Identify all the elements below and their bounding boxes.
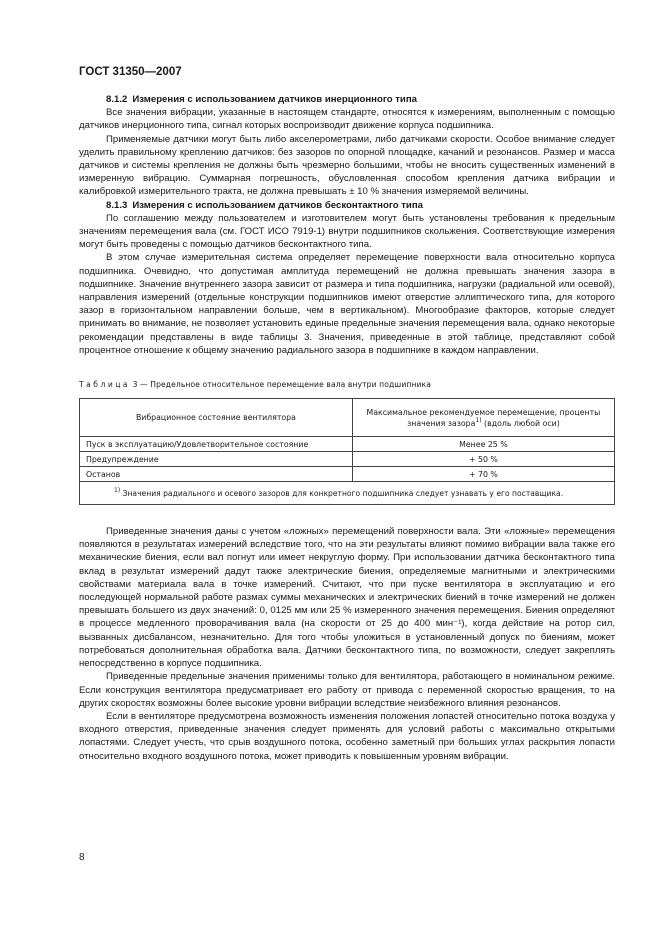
table-cell: Менее 25 % <box>352 437 614 452</box>
section-8-1-2-heading <box>79 93 615 106</box>
table-row <box>80 437 615 452</box>
section-title: Измерения с использованием датчиков бесконтактного типа <box>132 199 423 211</box>
table-footnote: $^{1)}$ Значения радиального и осевого зазоров для конкретного подшипника следует узнавать у его поставщика. <box>80 482 615 505</box>
paragraph: Все значения вибрации, указанные в настоящем стандарте, относятся к измерениям, выполненным с помощью датчиков инерционного типа, сигнал которых воспроизводит движение корпуса подшипника. <box>79 107 615 132</box>
paragraph: Если в вентиляторе предусмотрена возможность изменения положения лопастей относительно потока воздуха у входного отверстия, приведенные значения следует применять для условий работы с максимально открытыми лопастями. Следует учесть, что срыв воздушного потока, особенно заметный при больших углах раскрытия лопасти относительно входного воздушного потока, может приводить к повышенным уровням вибрации. <box>79 710 615 762</box>
table-footnote-row <box>80 482 615 505</box>
paragraph: Приведенные значения даны с учетом «ложных» перемещений поверхности вала. Эти «ложные» перемещения появляются в результатах измерений вследствие того, что на эти результаты влияют помимо вибрации вала также его механические биения, если вал погнут или имеет некруглую форму. При использовании датчика бесконтактного типа вклад в результат измерений дадут также электрические биения, определяемые магнитными и электрическими свойствами материала вала в точке измерений. Считают, что при пуске вентилятора в эксплуатацию и его последующей нормальной работе размах суммы механических и электрических биений в точке измерений не должен превышать большего из двух значений: 0, 0125 мм или 25 % измеренного значения перемещения. Биения определяют в процессе медленного проворачивания вала (на скорости от 25 до 400 мин⁻¹), когда действие на ротор сил, вызванных дисбалансом, незначительно. Для того чтобы уложиться в установленный допуск по биениям, может потребоваться дополнительная обработка вала. Датчики бесконтактного типа, по возможности, следует закреплять непосредственно в корпусе подшипника. <box>79 526 615 670</box>
table-cell: Останов <box>80 467 353 482</box>
column-header: Вибрационное состояние вентилятора <box>80 399 353 437</box>
section-8-1-3-heading <box>79 199 615 212</box>
page-content <box>79 93 615 763</box>
table-row <box>80 452 615 467</box>
section-title: Измерения с использованием датчиков инерционного типа <box>132 94 417 105</box>
paragraph: Применяемые датчики могут быть либо акселерометрами, либо датчиками скорости. Особое внимание следует уделить правильному креплению датчиков: без зазоров по опорной площадке, качаний и резонансов. Размер и масса датчиков и системы крепления не должны быть чрезмерно большими, чтобы не вносить существенных изменений в измеренную вибрацию. Суммарная погрешность, обусловленная способом крепления датчика вибрации и калибровкой измерительного тракта, не должна превышать ± 10 % значения измеряемой величины. <box>79 133 615 198</box>
table-caption <box>79 380 615 390</box>
table-cell: Предупреждение <box>80 452 353 467</box>
table-caption-text: 3 — Предельное относительное перемещение вала внутри подшипника <box>132 380 431 390</box>
table-cell: + 70 % <box>352 467 614 482</box>
section-number: 8.1.3 <box>106 199 128 211</box>
table-cell: + 50 % <box>352 452 614 467</box>
section-number: 8.1.2 <box>106 94 128 105</box>
document-header: ГОСТ 31350—2007 <box>79 66 182 78</box>
column-header: Максимальное рекомендуемое перемещение, проценты значения зазора$^{1)}$ (вдоль любой оси) <box>352 399 614 437</box>
shaft-displacement-table <box>79 398 615 505</box>
post-table-text <box>79 525 615 763</box>
paragraph: По соглашению между пользователем и изготовителем могут быть установлены требования к предельным значениям перемещения вала (см. ГОСТ ИСО 7919-1) внутри подшипников скольжения. Соответствующие измерения могут быть проведены с помощью датчиков бесконтактного типа. <box>79 212 615 251</box>
paragraph: В этом случае измерительная система определяет перемещение поверхности вала относительно корпуса подшипника. Очевидно, что допустимая амплитуда перемещений не должна превышать значения зазора в подшипнике. Значение внутреннего зазора зависит от размера и типа подшипника, нагрузки (радиальной или осевой), направления измерений (отдельные конструкции подшипников имеют отверстие эллиптического типа, для которого зазор в горизонтальном направлении больше, чем в вертикальном). Многообразие факторов, которые следует принимать во внимание, не позволяет установить единые предельные значения перемещения вала, однако некоторые рекомендации представлены в виде таблицы 3. Значения, приведенные в этой таблице, представляют собой процентное отношение к общему значению радиального зазора в подшипнике в каждом направлении. <box>79 252 615 356</box>
table-caption-prefix: Таблица <box>79 380 131 390</box>
paragraph: Приведенные предельные значения применимы только для вентилятора, работающего в номинальном режиме. Если конструкция вентилятора предусматривает его работу от привода с переменной скоростью вращения, то на других скоростях возможны более высокие уровни вибрации вследствие неизбежного влияния резонансов. <box>79 671 615 709</box>
table-header-row <box>80 399 615 437</box>
page-number: 8 <box>79 852 85 863</box>
table-cell: Пуск в эксплуатацию/Удовлетворительное состояние <box>80 437 353 452</box>
table-row <box>80 467 615 482</box>
